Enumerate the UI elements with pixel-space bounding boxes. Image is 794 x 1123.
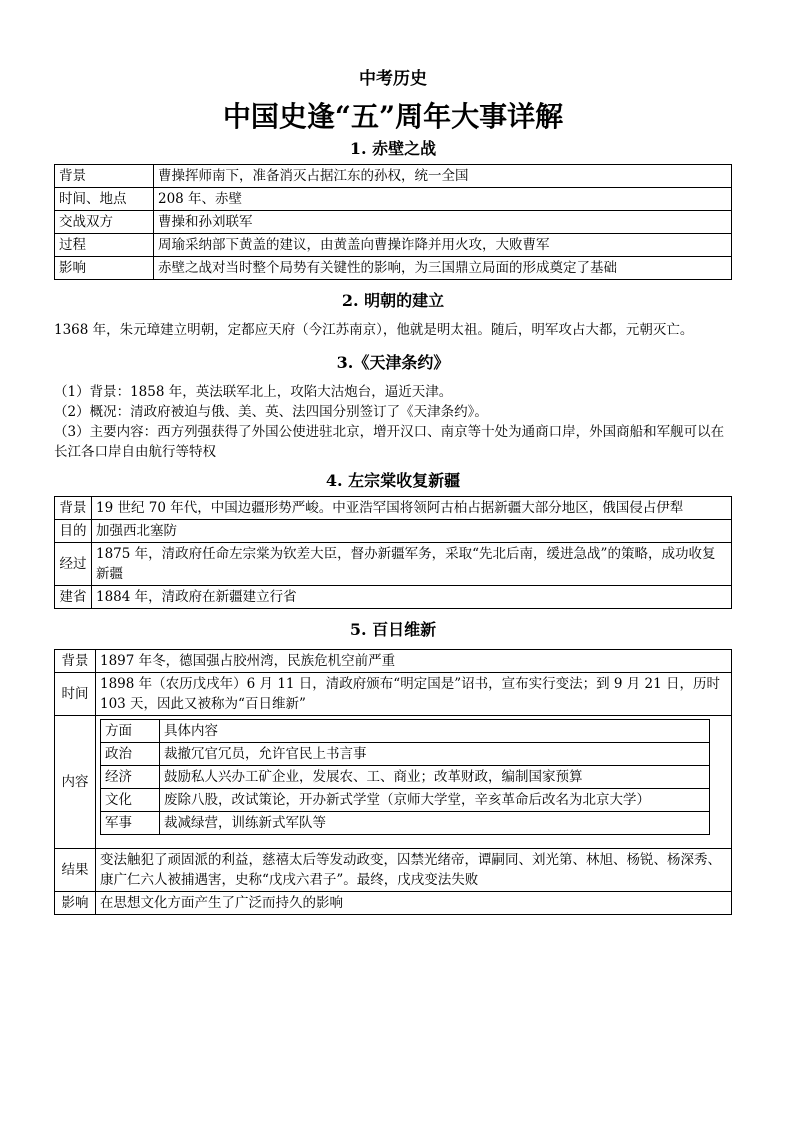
table-row xyxy=(55,234,732,257)
row-key: 时间、地点 xyxy=(55,188,154,211)
subtable-row xyxy=(101,720,710,743)
table-row xyxy=(55,211,732,234)
table-row xyxy=(55,849,732,892)
aspect-detail: 鼓励私人兴办工矿企业，发展农、工、商业；改革财政，编制国家预算 xyxy=(160,766,710,789)
page-title: 中国史逢“五”周年大事详解 xyxy=(222,100,564,133)
section-2-title: 2. 明朝的建立 xyxy=(341,291,445,310)
section-3-title: 3.《天津条约》 xyxy=(336,353,450,372)
section-4-table xyxy=(54,496,732,609)
aspect: 方面 xyxy=(101,720,160,743)
row-key: 目的 xyxy=(55,520,92,543)
row-key: 背景 xyxy=(55,497,92,520)
row-value: 曹操和孙刘联军 xyxy=(154,211,732,234)
content-subtable xyxy=(100,719,710,835)
row-key: 背景 xyxy=(55,165,154,188)
section-5-title: 5. 百日维新 xyxy=(349,620,437,639)
section-1-table xyxy=(54,164,732,280)
subtable-row xyxy=(101,789,710,812)
row-key: 影响 xyxy=(55,892,96,915)
section-4-title: 4. 左宗棠收复新疆 xyxy=(325,471,461,490)
row-value: 1898 年（农历戊戌年）6 月 11 日，清政府颁布“明定国是”诏书，宣布实行变法；到 9 月 21 日，历时 103 天，因此又被称为“百日维新” xyxy=(96,673,732,716)
row-key: 结果 xyxy=(55,849,96,892)
row-key: 时间 xyxy=(55,673,96,716)
row-value: 1884 年，清政府在新疆建立行省 xyxy=(92,586,732,609)
aspect-detail: 裁撤冗官冗员，允许官民上书言事 xyxy=(160,743,710,766)
row-value: 208 年、赤壁 xyxy=(154,188,732,211)
row-value: 在思想文化方面产生了广泛而持久的影响 xyxy=(96,892,732,915)
row-value: 赤壁之战对当时整个局势有关键性的影响，为三国鼎立局面的形成奠定了基础 xyxy=(154,257,732,280)
section-3-background: （1）背景：1858 年，英法联军北上，攻陷大沽炮台，逼近天津。 xyxy=(54,384,453,400)
section-1-title: 1. 赤壁之战 xyxy=(349,139,437,158)
table-row xyxy=(55,892,732,915)
row-value: 加强西北塞防 xyxy=(92,520,732,543)
row-key: 影响 xyxy=(55,257,154,280)
section-3-overview: （2）概况：清政府被迫与俄、美、英、法四国分别签订了《天津条约》。 xyxy=(54,404,488,420)
aspect: 经济 xyxy=(101,766,160,789)
table-row xyxy=(55,673,732,716)
row-value: 1875 年，清政府任命左宗棠为钦差大臣，督办新疆军务，采取“先北后南，缓进急战”的策略，成功收复新疆 xyxy=(92,543,732,586)
section-3-content: （3）主要内容：西方列强获得了外国公使进驻北京，增开汉口、南京等十处为通商口岸，外国商船和军舰可以在长江各口岸自由航行等特权 xyxy=(54,424,725,460)
aspect: 军事 xyxy=(101,812,160,835)
aspect-detail: 废除八股，改试策论，开办新式学堂（京师大学堂，辛亥革命后改名为北京大学） xyxy=(160,789,710,812)
table-row xyxy=(55,520,732,543)
content-cell xyxy=(96,716,732,849)
row-value: 1897 年冬，德国强占胶州湾，民族危机空前严重 xyxy=(96,650,732,673)
table-row xyxy=(55,165,732,188)
table-row xyxy=(55,716,732,849)
table-row xyxy=(55,543,732,586)
aspect: 文化 xyxy=(101,789,160,812)
row-key: 过程 xyxy=(55,234,154,257)
row-value: 19 世纪 70 年代，中国边疆形势严峻。中亚浩罕国将领阿古柏占据新疆大部分地区，俄国侵占伊犁 xyxy=(92,497,732,520)
aspect: 政治 xyxy=(101,743,160,766)
row-key: 经过 xyxy=(55,543,92,586)
subject-heading: 中考历史 xyxy=(359,69,427,89)
table-row xyxy=(55,497,732,520)
section-2-text: 1368 年，朱元璋建立明朝，定都应天府（今江苏南京），他就是明太祖。随后，明军攻占大都，元朝灭亡。 xyxy=(54,322,694,338)
subtable-row xyxy=(101,766,710,789)
row-value: 变法触犯了顽固派的利益，慈禧太后等发动政变，囚禁光绪帝，谭嗣同、刘光第、林旭、杨锐、杨深秀、康广仁六人被捕遇害，史称“戊戌六君子”。最终，戊戌变法失败 xyxy=(96,849,732,892)
subtable-row xyxy=(101,812,710,835)
row-key: 背景 xyxy=(55,650,96,673)
table-row xyxy=(55,586,732,609)
table-row xyxy=(55,188,732,211)
section-5-table xyxy=(54,649,732,915)
aspect-detail: 具体内容 xyxy=(160,720,710,743)
table-row xyxy=(55,650,732,673)
row-value: 周瑜采纳部下黄盖的建议，由黄盖向曹操诈降并用火攻，大败曹军 xyxy=(154,234,732,257)
row-value: 曹操挥师南下，准备消灭占据江东的孙权，统一全国 xyxy=(154,165,732,188)
row-key: 建省 xyxy=(55,586,92,609)
subtable-row xyxy=(101,743,710,766)
row-key: 交战双方 xyxy=(55,211,154,234)
aspect-detail: 裁减绿营，训练新式军队等 xyxy=(160,812,710,835)
table-row xyxy=(55,257,732,280)
document-page xyxy=(54,64,732,915)
row-key: 内容 xyxy=(55,716,96,849)
